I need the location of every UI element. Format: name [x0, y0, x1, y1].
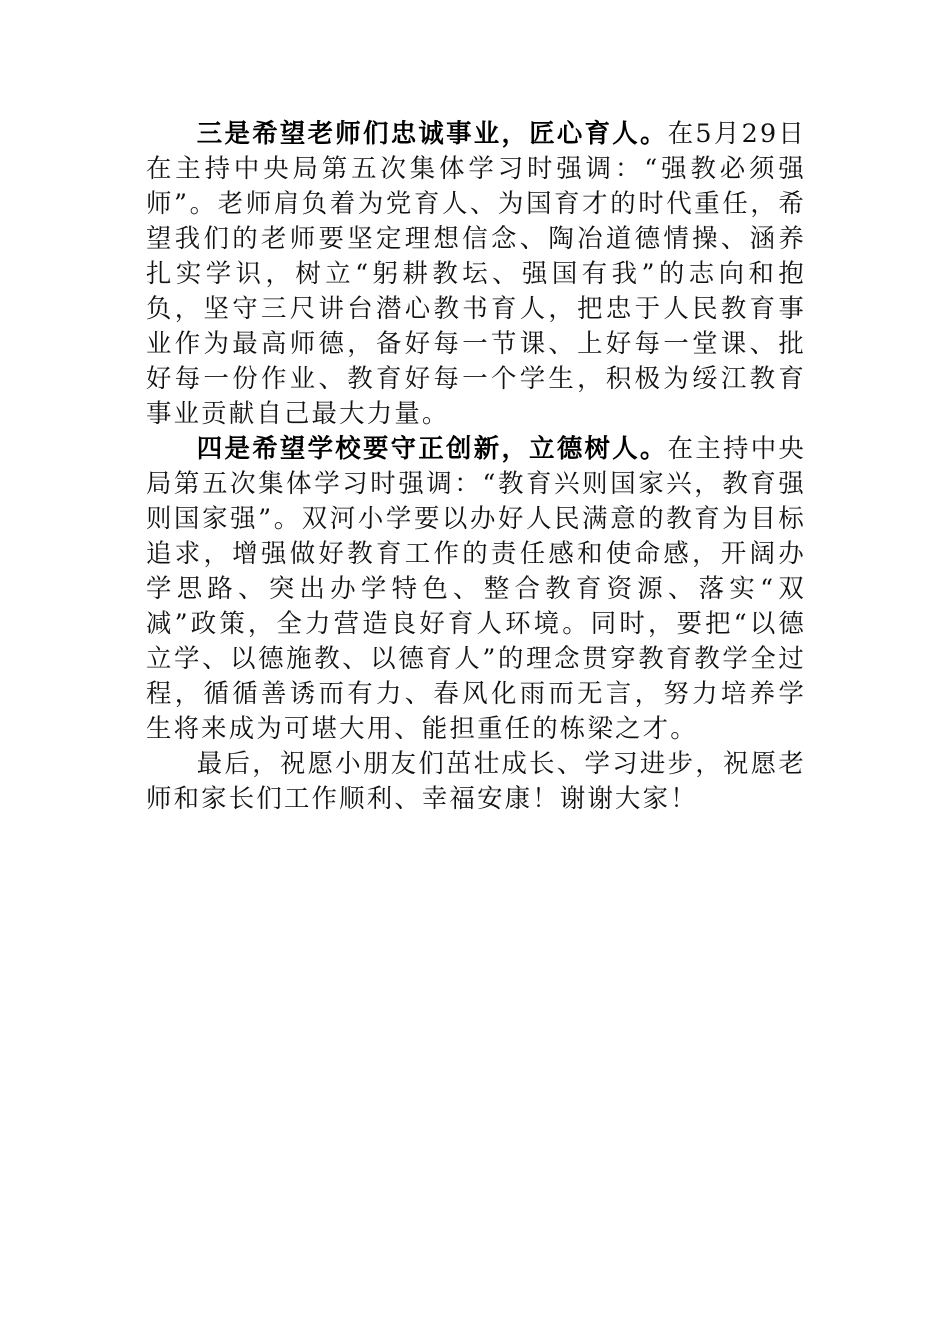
paragraph-three	[146, 116, 806, 431]
paragraph-three-heading: 三是希望老师们忠诚事业，匠心育人。	[196, 118, 668, 148]
document-body	[146, 116, 806, 816]
closing-paragraph	[146, 746, 806, 816]
closing-paragraph-text: 最后，祝愿小朋友们茁壮成长、学习进步，祝愿老师和家长们工作顺利、幸福安康！谢谢大家！	[146, 748, 806, 813]
paragraph-four-heading: 四是希望学校要守正创新，立德树人。	[196, 433, 668, 463]
paragraph-four	[146, 431, 806, 746]
paragraph-three-text: 在5月29日在主持中央局第五次集体学习时强调：“强教必须强师”。老师肩负着为党育人、为国育才的时代重任，希望我们的老师要坚定理想信念、陶冶道德情操、涵养扎实学识，树立“躬耕教坛、强国有我”的志向和抱负，坚守三尺讲台潜心教书育人，把忠于人民教育事业作为最高师德，备好每一节课、上好每一堂课、批好每一份作业、教育好每一个学生，积极为绥江教育事业贡献自己最大力量。	[146, 118, 806, 428]
paragraph-four-text: 在主持中央局第五次集体学习时强调：“教育兴则国家兴，教育强则国家强”。双河小学要以办好人民满意的教育为目标追求，增强做好教育工作的责任感和使命感，开阔办学思路、突出办学特色、整合教育资源、落实“双减”政策，全力营造良好育人环境。同时，要把“以德立学、以德施教、以德育人”的理念贯穿教育教学全过程，循循善诱而有力、春风化雨而无言，努力培养学生将来成为可堪大用、能担重任的栋梁之才。	[146, 433, 806, 743]
